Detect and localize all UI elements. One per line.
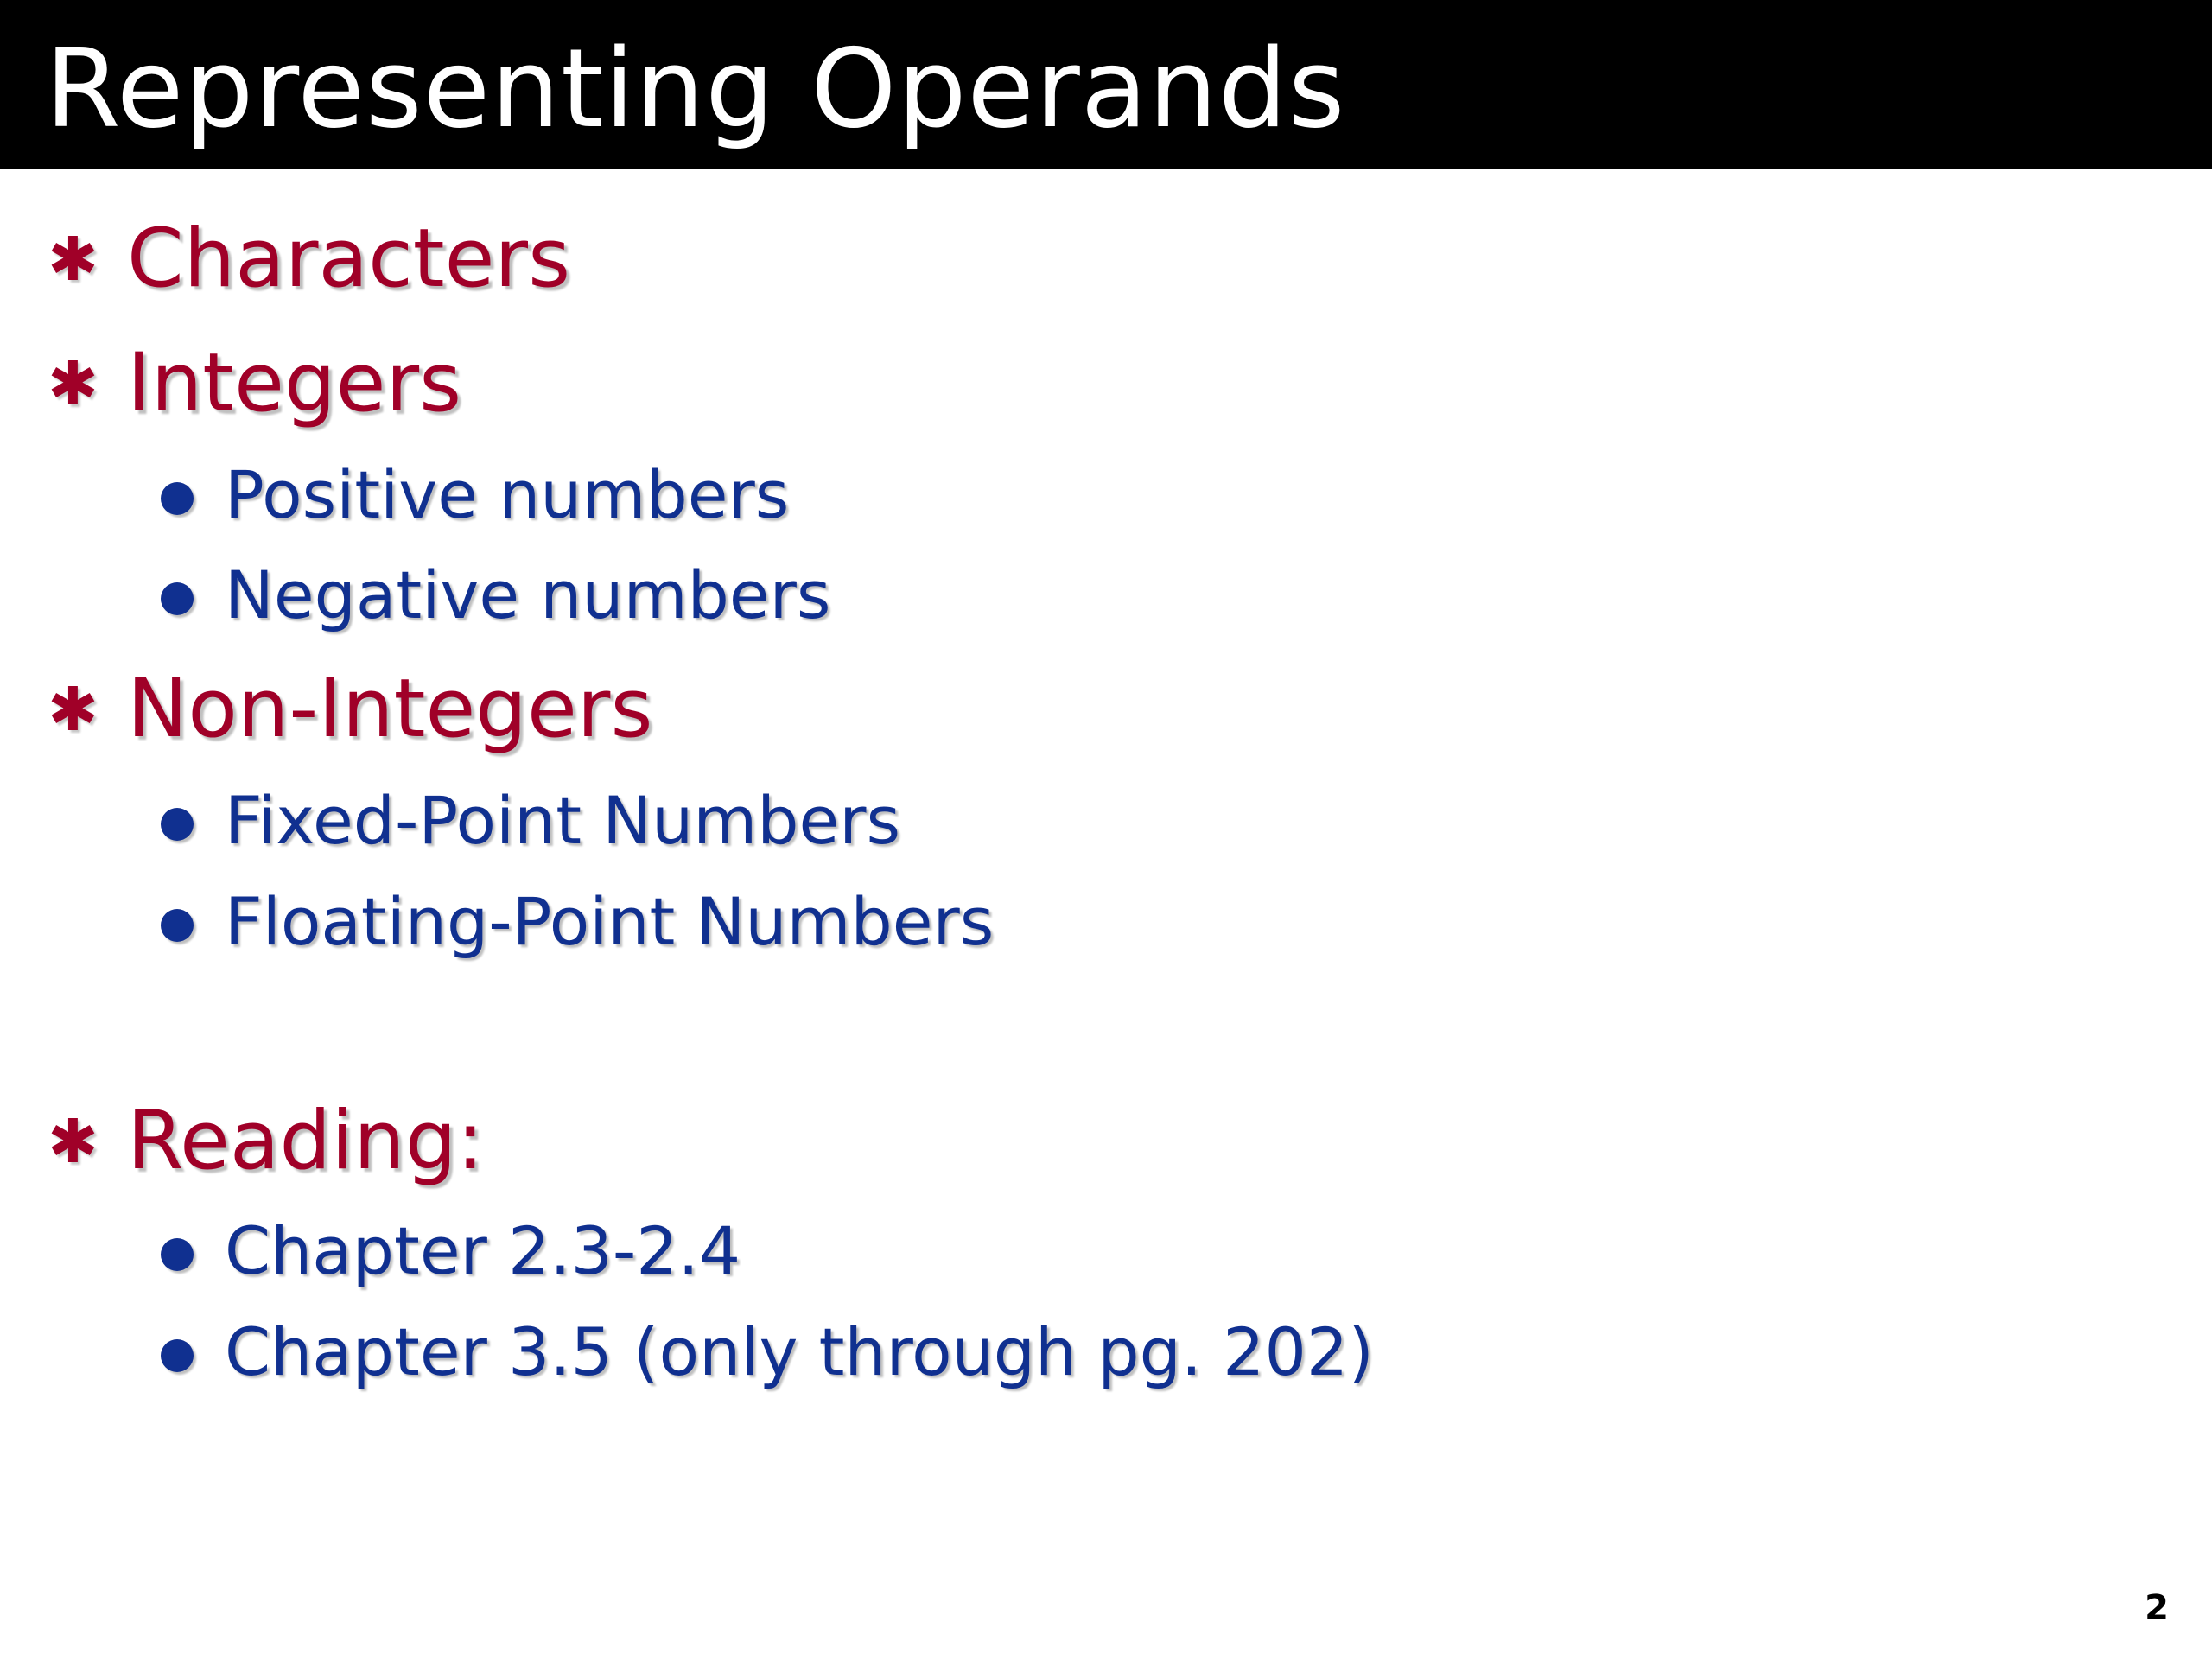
dot-bullet-icon: [161, 1238, 194, 1271]
dot-bullet-icon: [161, 909, 194, 942]
asterisk-bullet-icon: ✱: [48, 224, 99, 295]
bullet-label: Non-Integers: [127, 662, 653, 756]
asterisk-bullet-icon: ✱: [48, 674, 99, 745]
page-number: 2: [2145, 1588, 2169, 1628]
asterisk-bullet-icon: ✱: [48, 348, 99, 419]
dot-bullet-icon: [161, 482, 194, 515]
slide-title-bar: [0, 0, 2212, 169]
bullet-label: Characters: [127, 212, 571, 306]
sub-bullet-label: Chapter 3.5 (only through pg. 202): [225, 1313, 1374, 1390]
dot-bullet-icon: [161, 582, 194, 615]
bullet-label: Integers: [127, 336, 462, 430]
sub-bullet-label: Chapter 2.3-2.4: [225, 1212, 741, 1289]
sub-bullet-label: Positive numbers: [225, 456, 790, 533]
sub-bullet-label: Fixed-Point Numbers: [225, 782, 901, 859]
sub-bullet-label: Negative numbers: [225, 556, 831, 633]
dot-bullet-icon: [161, 808, 194, 841]
bullet-label: Reading:: [127, 1094, 485, 1188]
dot-bullet-icon: [161, 1339, 194, 1372]
slide-title: Representing Operands: [45, 25, 1346, 152]
asterisk-bullet-icon: ✱: [48, 1106, 99, 1177]
sub-bullet-label: Floating-Point Numbers: [225, 883, 995, 960]
